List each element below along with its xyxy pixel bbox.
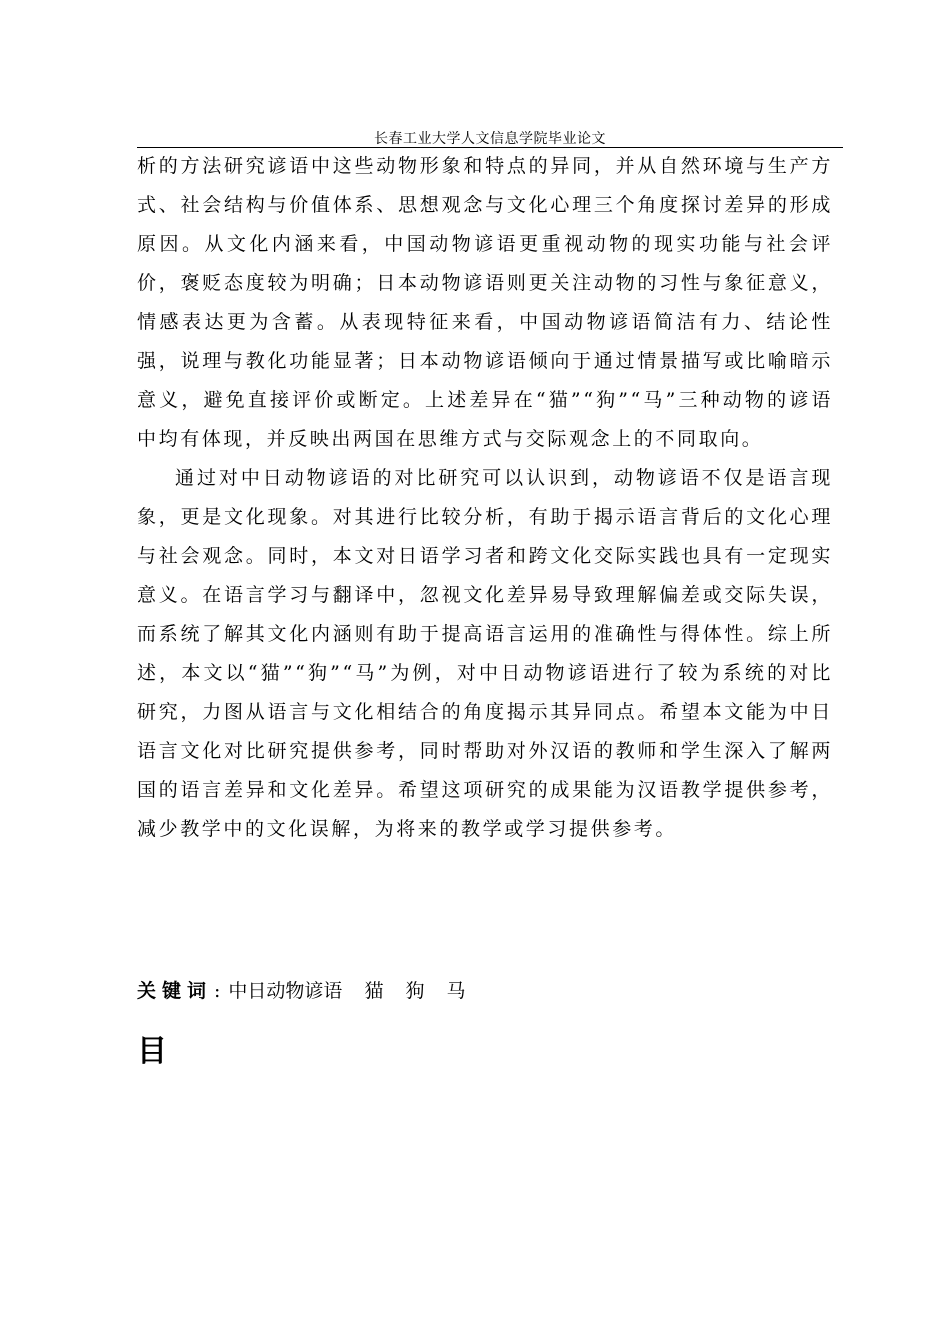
keyword-item: 马 <box>446 980 466 1002</box>
keyword-item: 中日动物谚语 <box>228 980 343 1002</box>
abstract-body <box>137 147 833 849</box>
page-header: 长春工业大学人文信息学院毕业论文 <box>374 131 606 147</box>
keywords-line <box>137 976 837 1006</box>
abstract-paragraph-1: 析的方法研究谚语中这些动物形象和特点的异同，并从自然环境与生产方式、社会结构与价值体系、思想观念与文化心理三个角度探讨差异的形成原因。从文化内涵来看，中国动物谚语更重视动物的现实功能与社会评价，褒贬态度较为明确；日本动物谚语则更关注动物的习性与象征意义，情感表达更为含蓄。从表现特征来看，中国动物谚语简洁有力、结论性强，说理与教化功能显著；日本动物谚语倾向于通过情景描写或比喻暗示意义，避免直接评价或断定。上述差异在“猫”“狗”“马”三种动物的谚语中均有体现，并反映出两国在思维方式与交际观念上的不同取向。 <box>137 155 833 450</box>
toc-heading: 目 <box>137 1034 167 1069</box>
abstract-paragraph-2: 通过对中日动物谚语的对比研究可以认识到，动物谚语不仅是语言现象，更是文化现象。对其进行比较分析，有助于揭示语言背后的文化心理与社会观念。同时，本文对日语学习者和跨文化交际实践也具有一定现实意义。在语言学习与翻译中，忽视文化差异易导致理解偏差或交际失误，而系统了解其文化内涵则有助于提高语言运用的准确性与得体性。综上所述，本文以“猫”“狗”“马”为例，对中日动物谚语进行了较为系统的对比研究，力图从语言与文化相结合的角度揭示其异同点。希望本文能为中日语言文化对比研究提供参考，同时帮助对外汉语的教师和学生深入了解两国的语言差异和文化差异。希望这项研究的成果能为汉语教学提供参考，减少教学中的文化误解，为将来的教学或学习提供参考。 <box>137 467 833 840</box>
keywords-separator: : <box>214 980 221 1002</box>
keywords-label: 关键词 <box>137 980 213 1002</box>
keyword-item: 猫 <box>364 980 384 1002</box>
keyword-item: 狗 <box>405 980 425 1002</box>
